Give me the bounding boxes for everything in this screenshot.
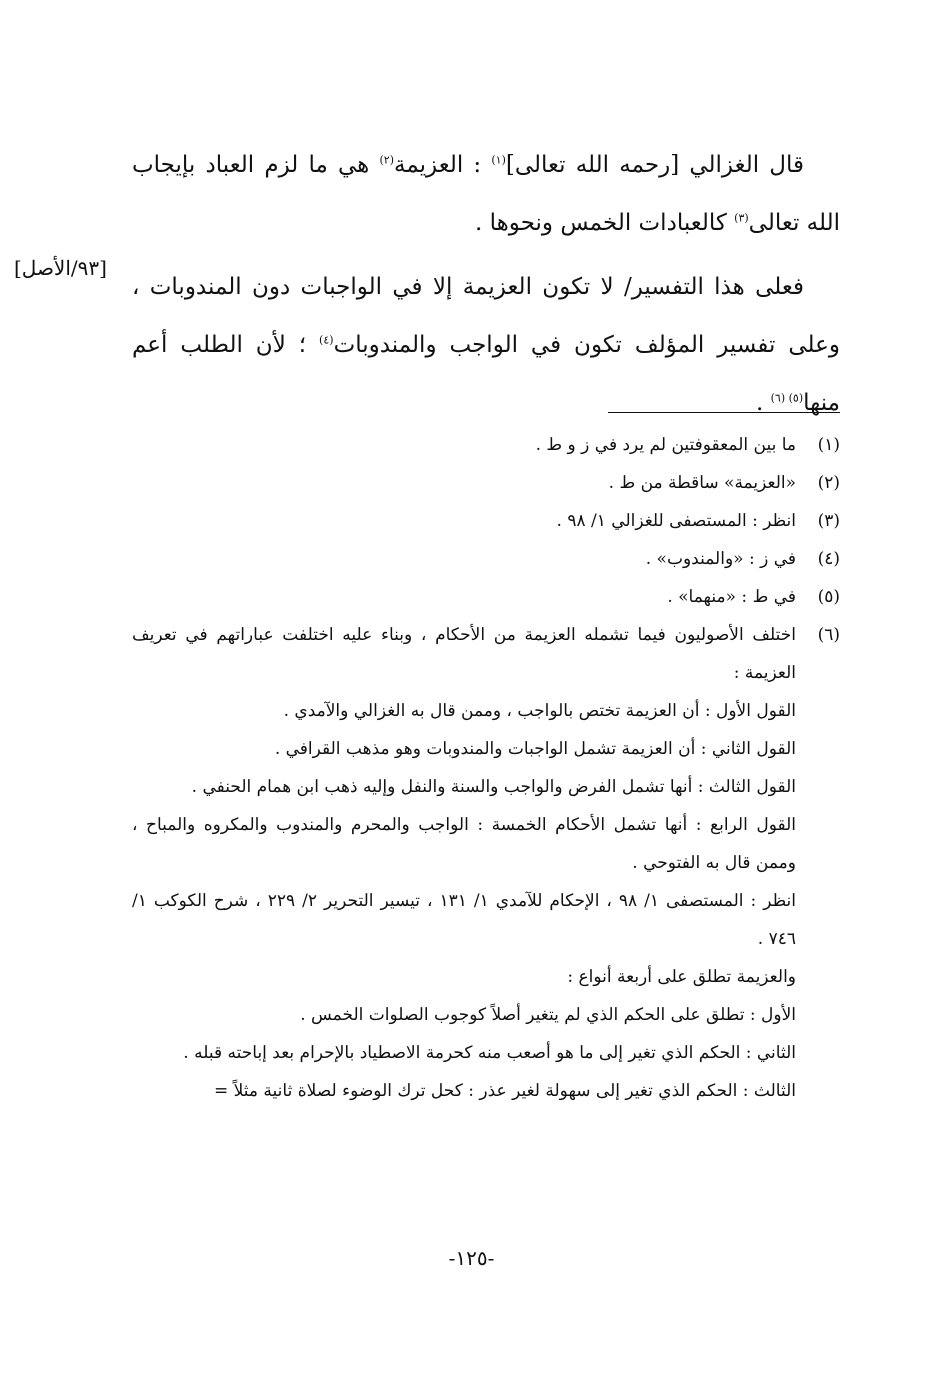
footnote-separator — [608, 412, 840, 413]
text-run: : العزيمة — [394, 152, 492, 178]
footnote-number: (٦) — [817, 625, 840, 645]
footnote-line: انظر : المستصفى ١/ ٩٨ ، الإحكام للآمدي ١/ ١٣١ ، تيسير التحرير ٢/ ٢٢٩ ، شرح الكوكب ١/ ٧٤٦ . — [132, 891, 796, 949]
main-text — [132, 136, 840, 432]
text-run: فعلى هذا التفسير/ لا تكون العزيمة إلا في الواجبات دون المندوبات ، وعلى تفسير المؤلف تكون في الواجب والمندوبات — [132, 274, 840, 358]
footnote-number: (٤) — [817, 549, 840, 569]
margin-folio-reference: [٩٣/الأصل] — [14, 256, 107, 280]
footnote-ref: (١) — [491, 153, 506, 167]
footnote-5 — [132, 578, 840, 616]
footnote-line: القول الثالث : أنها تشمل الفرض والواجب والسنة والنفل وإليه ذهب ابن همام الحنفي . — [191, 777, 796, 797]
text-run: كالعبادات الخمس ونحوها . — [475, 210, 735, 236]
footnote-line: القول الأول : أن العزيمة تختص بالواجب ، وممن قال به الغزالي والآمدي . — [283, 701, 796, 721]
footnote-text: انظر : المستصفى للغزالي ١/ ٩٨ . — [556, 511, 796, 531]
footnote-text: في ط : «منهما» . — [667, 587, 796, 607]
footnote-line: القول الثاني : أن العزيمة تشمل الواجبات والمندوبات وهو مذهب القرافي . — [274, 739, 796, 759]
footnote-1 — [132, 426, 840, 464]
footnote-number: (٥) — [817, 587, 840, 607]
footnote-4 — [132, 540, 840, 578]
footnote-number: (٢) — [817, 473, 840, 493]
footnote-text: اختلف الأصوليون فيما تشمله العزيمة من الأحكام ، وبناء عليه اختلفت عباراتهم في تعريف العزيمة : — [132, 625, 796, 683]
footnote-text: «العزيمة» ساقطة من ط . — [608, 473, 796, 493]
footnote-6-continuation — [132, 692, 840, 1110]
paragraph-1 — [132, 136, 840, 252]
text-run: ؛ لأن الطلب أعم منها — [132, 332, 840, 416]
footnote-number: (٣) — [817, 511, 840, 531]
footnote-ref: (٢) — [379, 153, 395, 167]
footnote-text: في ز : «والمندوب» . — [645, 549, 796, 569]
footnote-line: الثالث : الحكم الذي تغير إلى سهولة لغير عذر : كحل ترك الوضوء لصلاة ثانية مثلاً = — [214, 1081, 796, 1101]
footnote-line: والعزيمة تطلق على أربعة أنواع : — [567, 967, 796, 987]
footnote-line: القول الرابع : أنها تشمل الأحكام الخمسة : الواجب والمحرم والمندوب والمكروه والمباح ، وممن قال به الفتوحي . — [132, 815, 796, 873]
text-run: قال الغزالي [رحمه الله تعالى] — [505, 152, 805, 178]
page-number: -١٢٥- — [448, 1246, 495, 1270]
footnote-2 — [132, 464, 840, 502]
footnote-line: الثاني : الحكم الذي تغير إلى ما هو أصعب منه كحرمة الاصطياد بالإحرام بعد إباحته قبله . — [183, 1043, 796, 1063]
footnote-line: الأول : تطلق على الحكم الذي لم يتغير أصلاً كوجوب الصلوات الخمس . — [300, 1005, 796, 1025]
footnote-3 — [132, 502, 840, 540]
text-run: . — [755, 390, 771, 416]
footnote-text: ما بين المعقوفتين لم يرد في ز و ط . — [535, 435, 796, 455]
footnotes — [132, 426, 840, 1110]
footnote-ref: (٥) (٦) — [770, 391, 804, 405]
footnote-ref: (٣) — [734, 211, 749, 225]
footnote-number: (١) — [817, 435, 840, 455]
paragraph-2 — [132, 258, 840, 432]
footnote-ref: (٤) — [319, 333, 334, 347]
text-run: هي ما لزم العباد بإيجاب الله تعالى — [132, 152, 840, 236]
footnote-6 — [132, 616, 840, 692]
